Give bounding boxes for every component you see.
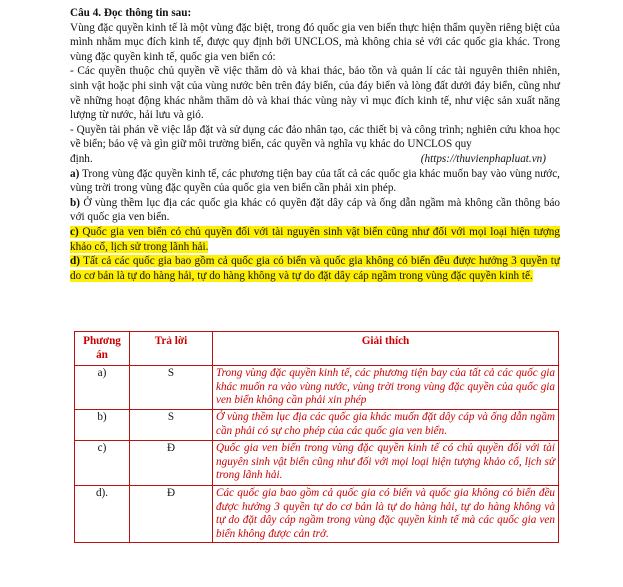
source-citation: (https://thuvienphapluat.vn)	[420, 152, 546, 165]
source-line	[70, 152, 560, 167]
row-answer: Đ	[130, 485, 213, 542]
row-explanation: Trong vùng đặc quyền kinh tế, các phương tiện bay của tất cả các quốc gia khác muốn ra vào vùng nước, vùng trời trong vùng đặc quyền của quốc gia ven biển không cần phải xin phép	[213, 366, 559, 410]
answer-table-header-row	[75, 332, 559, 366]
statement-d	[70, 254, 560, 283]
question-block	[70, 6, 560, 283]
answer-table	[74, 331, 559, 543]
row-explanation: Ở vùng thềm lục địa các quốc gia khác muốn đặt dây cáp và ống dẫn ngầm cần phải có sự cho phép của các quốc gia ven biển.	[213, 409, 559, 440]
statement-a-text: Trong vùng đặc quyền kinh tế, các phương tiện bay của tất cả các quốc gia khác muốn bay vào vùng nước, vùng trời trong vùng đặc quyền của quốc gia ven biển cần phải xin phép.	[70, 167, 560, 195]
row-explanation: Các quốc gia bao gồm cả quốc gia có biển và quốc gia không có biển đều được hưởng 3 quyền tự do cơ bản là tự do hàng hải, tự do hàng không và tự do đặt dây cáp ngầm trong vùng đặc quyền kinh tế mà các quốc gia ven biển không được cản trở.	[213, 485, 559, 542]
statement-b-text: Ở vùng thềm lục địa các quốc gia khác có quyền đặt dây cáp và ống dẫn ngầm mà không cần thông báo với quốc gia ven biển.	[70, 196, 561, 224]
table-row	[75, 485, 559, 542]
header-answer: Trả lời	[130, 332, 213, 366]
header-option: Phương án	[75, 332, 130, 366]
statement-b	[70, 196, 560, 225]
header-explain: Giải thích	[213, 332, 559, 366]
table-row	[75, 366, 559, 410]
row-option: d).	[75, 485, 130, 542]
table-row	[75, 409, 559, 440]
statement-c	[70, 225, 560, 254]
question-bullet-2: - Quyền tài phán về việc lắp đặt và sử dụng các đảo nhân tạo, các thiết bị và công trình; nghiên cứu khoa học về biển; bảo vệ và gìn giữ môi trường biển, các quyền và nghĩa vụ khác do UNCLOS quy	[70, 123, 560, 151]
bullet-2-end: định.	[70, 152, 93, 165]
statement-d-text: Tất cả các quốc gia bao gồm cả quốc gia có biển và quốc gia không có biển đều được hưởng 3 quyền tự do cơ bản là tự do hàng hải, tự do hàng không và tự do đặt dây cáp ngầm trong vùng đặc quyền kinh tế.	[70, 255, 560, 282]
statement-d-label: d)	[70, 255, 80, 268]
row-answer: S	[130, 366, 213, 410]
row-explanation: Quốc gia ven biển trong vùng đặc quyền kinh tế có chủ quyền đối với tài nguyên sinh vật biển cũng như đối với mọi loại hiện tượng khảo cổ, lịch sử trong lãnh hải.	[213, 440, 559, 485]
statement-c-label: c)	[70, 225, 79, 238]
statement-b-label: b)	[70, 196, 80, 209]
question-bullet-1: - Các quyền thuộc chủ quyền về việc thăm dò và khai thác, bảo tồn và quản lí các tài nguyên thiên nhiên, sinh vật hoặc phi sinh vật của vùng nước bên trên đáy biển, của đáy biển và lòng đất dưới đáy biển, cũng như về những hoạt động khác nhằm thăm dò và khai thác vùng này vì mục đích kinh tế, như việc sản xuất năng lượng từ nước, hải lưu và gió.	[70, 65, 560, 122]
statement-a	[70, 167, 560, 196]
row-answer: S	[130, 409, 213, 440]
row-option: c)	[75, 440, 130, 485]
table-row	[75, 440, 559, 485]
row-option: b)	[75, 409, 130, 440]
question-intro: Vùng đặc quyền kinh tế là một vùng đặc biệt, trong đó quốc gia ven biển thực hiện thẩm quyền riêng biệt của mình nhằm mục đích kinh tế, được quy định bởi UNCLOS, mà không chia sẻ với các quốc gia khác. Trong vùng đặc quyền kinh tế, quốc gia ven biển có:	[70, 21, 560, 63]
statement-c-text: Quốc gia ven biển có chủ quyền đối với tài nguyên sinh vật biển cũng như đối với mọi loại hiện tượng khảo cổ, lịch sử trong lãnh hải.	[70, 225, 560, 253]
row-option: a)	[75, 366, 130, 410]
row-answer: Đ	[130, 440, 213, 485]
statement-a-label: a)	[70, 167, 80, 180]
question-title: Câu 4. Đọc thông tin sau:	[70, 7, 192, 19]
